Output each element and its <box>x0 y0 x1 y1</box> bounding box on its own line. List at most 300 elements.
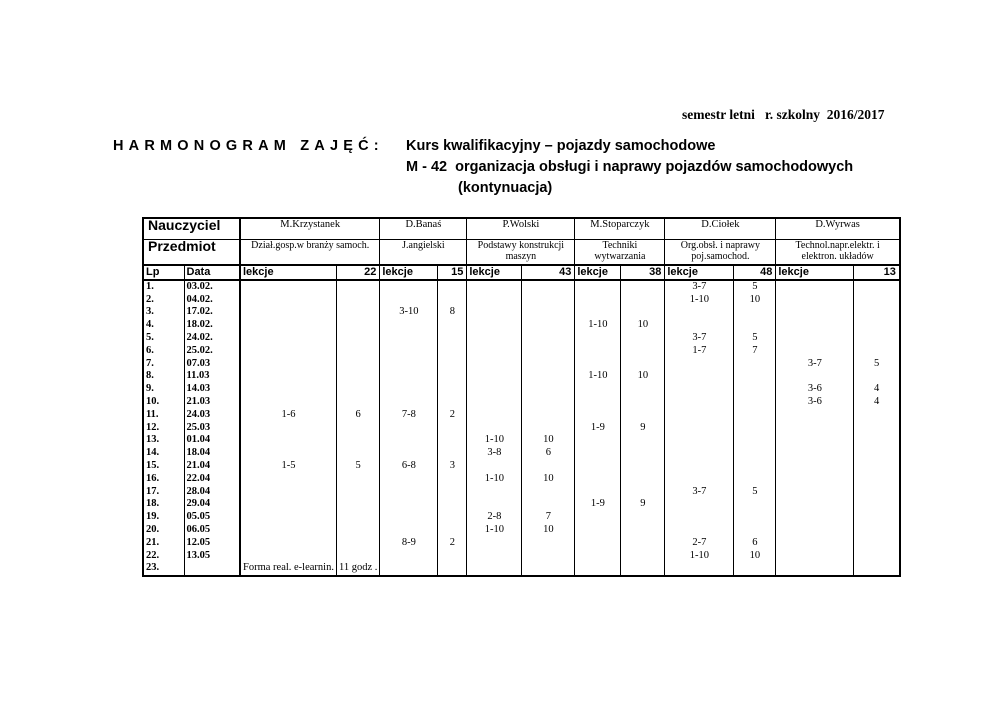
lesson-count-cell <box>621 306 665 319</box>
lesson-range-cell: 3-7 <box>776 358 854 371</box>
row-date: 25.03 <box>184 422 240 435</box>
lesson-range-cell: 3-7 <box>665 280 734 294</box>
lesson-count-cell <box>522 332 575 345</box>
lesson-count-cell <box>854 473 900 486</box>
lessons-total: 48 <box>734 265 776 280</box>
lesson-range-cell <box>380 396 438 409</box>
lesson-range-cell <box>776 306 854 319</box>
lesson-count-cell <box>734 447 776 460</box>
lesson-count-cell <box>854 319 900 332</box>
lesson-count-cell <box>734 498 776 511</box>
subject-name: Org.obsł. i naprawy poj.samochod. <box>665 240 776 266</box>
lesson-range-cell <box>380 345 438 358</box>
lp-header: Lp <box>143 265 184 280</box>
table-row <box>143 498 900 511</box>
table-row <box>143 306 900 319</box>
lesson-count-cell <box>438 473 467 486</box>
lesson-count-cell <box>522 345 575 358</box>
lessons-total: 43 <box>522 265 575 280</box>
lesson-count-cell: 6 <box>734 537 776 550</box>
row-date: 06.05 <box>184 524 240 537</box>
table-row <box>143 370 900 383</box>
lesson-range-cell <box>665 511 734 524</box>
lesson-range-cell <box>240 422 336 435</box>
lesson-count-cell <box>522 396 575 409</box>
lesson-range-cell <box>575 306 621 319</box>
lesson-count-cell <box>336 345 379 358</box>
lesson-range-cell <box>240 306 336 319</box>
row-number: 22. <box>143 550 184 563</box>
subject-name: Techniki wytwarzania <box>575 240 665 266</box>
lesson-count-cell: 5 <box>336 460 379 473</box>
lesson-range-cell: 3-7 <box>665 332 734 345</box>
lesson-count-cell <box>438 383 467 396</box>
lesson-range-cell: 1-10 <box>575 370 621 383</box>
lesson-count-cell <box>621 383 665 396</box>
lessons-total: 13 <box>854 265 900 280</box>
lesson-range-cell <box>467 294 522 307</box>
lesson-count-cell <box>854 550 900 563</box>
teacher-name: M.Stoparczyk <box>575 218 665 240</box>
lesson-range-cell <box>575 447 621 460</box>
lesson-count-cell <box>621 550 665 563</box>
lesson-count-cell <box>522 498 575 511</box>
row-date: 12.05 <box>184 537 240 550</box>
row-number: 23. <box>143 562 184 576</box>
lesson-count-cell: 4 <box>854 396 900 409</box>
lesson-count-cell <box>621 537 665 550</box>
course-title: Kurs kwalifikacyjny – pojazdy samochodowe <box>406 138 716 154</box>
lesson-count-cell: 10 <box>522 524 575 537</box>
table-row <box>143 383 900 396</box>
lesson-range-cell: 7-8 <box>380 409 438 422</box>
lesson-count-cell: 5 <box>734 332 776 345</box>
lesson-count-cell <box>854 524 900 537</box>
lesson-count-cell <box>854 332 900 345</box>
lesson-count-cell <box>438 294 467 307</box>
lesson-range-cell <box>380 280 438 294</box>
lessons-label: lekcje <box>467 265 522 280</box>
lesson-count-cell: 5 <box>734 280 776 294</box>
row-date: 21.03 <box>184 396 240 409</box>
lesson-count-cell <box>438 550 467 563</box>
lesson-count-cell <box>522 460 575 473</box>
lesson-range-cell <box>467 319 522 332</box>
lesson-range-cell: 6-8 <box>380 460 438 473</box>
lesson-count-cell <box>438 447 467 460</box>
lesson-range-cell <box>776 409 854 422</box>
table-row <box>143 345 900 358</box>
lesson-range-cell: Forma real. e-learnin. <box>240 562 336 576</box>
lesson-count-cell <box>438 524 467 537</box>
lesson-range-cell <box>776 370 854 383</box>
teacher-name: D.Ciołek <box>665 218 776 240</box>
lesson-range-cell: 2-8 <box>467 511 522 524</box>
lesson-range-cell <box>575 562 621 576</box>
lesson-range-cell <box>240 486 336 499</box>
lesson-range-cell <box>776 511 854 524</box>
lesson-range-cell <box>380 550 438 563</box>
row-number: 18. <box>143 498 184 511</box>
subject-label: Przedmiot <box>143 240 240 266</box>
lesson-range-cell <box>380 434 438 447</box>
teacher-row <box>143 218 900 240</box>
lesson-range-cell <box>665 383 734 396</box>
lesson-count-cell <box>854 422 900 435</box>
lessons-total: 22 <box>336 265 379 280</box>
lesson-range-cell: 1-10 <box>575 319 621 332</box>
lesson-range-cell <box>240 550 336 563</box>
lesson-range-cell <box>575 358 621 371</box>
lesson-count-cell <box>621 473 665 486</box>
lesson-count-cell <box>522 370 575 383</box>
lesson-count-cell <box>438 345 467 358</box>
lesson-range-cell <box>467 383 522 396</box>
lesson-range-cell <box>776 524 854 537</box>
lesson-range-cell <box>240 280 336 294</box>
lesson-range-cell <box>575 409 621 422</box>
row-date: 03.02. <box>184 280 240 294</box>
lessons-label: lekcje <box>240 265 336 280</box>
table-row <box>143 358 900 371</box>
row-date: 04.02. <box>184 294 240 307</box>
lesson-count-cell <box>734 473 776 486</box>
lesson-count-cell <box>734 370 776 383</box>
lesson-range-cell: 1-10 <box>665 550 734 563</box>
row-date: 29.04 <box>184 498 240 511</box>
row-number: 21. <box>143 537 184 550</box>
lesson-range-cell: 3-7 <box>665 486 734 499</box>
lesson-count-cell <box>336 498 379 511</box>
lesson-range-cell <box>240 383 336 396</box>
lesson-range-cell <box>380 562 438 576</box>
table-row <box>143 319 900 332</box>
lesson-count-cell <box>854 486 900 499</box>
lesson-range-cell <box>380 319 438 332</box>
lesson-count-cell <box>854 498 900 511</box>
lesson-count-cell <box>522 422 575 435</box>
lesson-range-cell <box>467 498 522 511</box>
lessons-total: 15 <box>438 265 467 280</box>
lesson-range-cell <box>776 319 854 332</box>
lesson-count-cell: 2 <box>438 409 467 422</box>
row-number: 19. <box>143 511 184 524</box>
lesson-count-cell <box>336 396 379 409</box>
table-row <box>143 332 900 345</box>
lessons-label: lekcje <box>575 265 621 280</box>
lesson-count-cell <box>621 524 665 537</box>
lessons-label: lekcje <box>776 265 854 280</box>
lesson-count-cell <box>734 358 776 371</box>
schedule-table <box>142 217 901 577</box>
lesson-range-cell <box>665 409 734 422</box>
lesson-range-cell: 2-7 <box>665 537 734 550</box>
lesson-count-cell <box>336 524 379 537</box>
lesson-count-cell <box>438 396 467 409</box>
lesson-count-cell: 10 <box>734 550 776 563</box>
lesson-count-cell <box>734 460 776 473</box>
lesson-count-cell <box>336 319 379 332</box>
subject-name: Technol.napr.elektr. i elektron. układów <box>776 240 900 266</box>
lesson-count-cell: 6 <box>522 447 575 460</box>
lessons-header-row <box>143 265 900 280</box>
lesson-range-cell <box>380 358 438 371</box>
lesson-count-cell <box>734 383 776 396</box>
lesson-range-cell <box>776 447 854 460</box>
lesson-count-cell <box>336 447 379 460</box>
row-date: 11.03 <box>184 370 240 383</box>
table-row <box>143 422 900 435</box>
lessons-label: lekcje <box>665 265 734 280</box>
lesson-count-cell <box>336 537 379 550</box>
lesson-range-cell <box>380 383 438 396</box>
row-date: 14.03 <box>184 383 240 396</box>
lesson-range-cell <box>665 422 734 435</box>
row-number: 2. <box>143 294 184 307</box>
lesson-count-cell <box>621 396 665 409</box>
table-row <box>143 511 900 524</box>
lesson-count-cell <box>522 294 575 307</box>
lesson-range-cell <box>380 473 438 486</box>
lesson-range-cell <box>575 396 621 409</box>
lesson-range-cell <box>380 332 438 345</box>
lesson-range-cell: 1-10 <box>467 473 522 486</box>
lesson-count-cell <box>336 383 379 396</box>
lesson-count-cell <box>854 370 900 383</box>
lesson-range-cell <box>776 332 854 345</box>
lesson-range-cell <box>240 294 336 307</box>
lesson-count-cell: 3 <box>438 460 467 473</box>
lesson-range-cell <box>240 473 336 486</box>
lesson-range-cell <box>776 294 854 307</box>
lesson-range-cell <box>776 460 854 473</box>
row-date: 25.02. <box>184 345 240 358</box>
row-date: 13.05 <box>184 550 240 563</box>
lesson-count-cell <box>522 486 575 499</box>
lesson-count-cell <box>336 294 379 307</box>
lesson-range-cell: 1-9 <box>575 498 621 511</box>
lesson-count-cell <box>438 498 467 511</box>
lesson-count-cell <box>621 409 665 422</box>
lesson-count-cell <box>336 370 379 383</box>
semester-label: semestr letni r. szkolny 2016/2017 <box>682 107 885 122</box>
lesson-range-cell <box>380 447 438 460</box>
row-number: 10. <box>143 396 184 409</box>
lesson-count-cell <box>336 473 379 486</box>
lesson-range-cell <box>575 345 621 358</box>
lesson-range-cell <box>467 370 522 383</box>
lessons-total: 38 <box>621 265 665 280</box>
lesson-count-cell <box>438 280 467 294</box>
lesson-count-cell <box>438 422 467 435</box>
lesson-range-cell <box>776 345 854 358</box>
lesson-range-cell <box>665 447 734 460</box>
lesson-count-cell: 10 <box>522 434 575 447</box>
lesson-range-cell <box>665 562 734 576</box>
lesson-range-cell: 3-6 <box>776 383 854 396</box>
row-date <box>184 562 240 576</box>
lesson-count-cell <box>734 511 776 524</box>
lesson-range-cell <box>240 396 336 409</box>
teacher-label: Nauczyciel <box>143 218 240 240</box>
lesson-range-cell <box>575 383 621 396</box>
lesson-range-cell <box>665 434 734 447</box>
subject-name: Dział.gosp.w branży samoch. <box>240 240 380 266</box>
row-date: 24.02. <box>184 332 240 345</box>
row-date: 01.04 <box>184 434 240 447</box>
row-number: 14. <box>143 447 184 460</box>
lesson-count-cell <box>336 486 379 499</box>
table-row <box>143 280 900 294</box>
lesson-range-cell <box>240 537 336 550</box>
lesson-count-cell <box>438 562 467 576</box>
row-date: 17.02. <box>184 306 240 319</box>
lesson-range-cell <box>665 498 734 511</box>
table-row <box>143 434 900 447</box>
lesson-count-cell <box>438 511 467 524</box>
lesson-range-cell <box>380 498 438 511</box>
lesson-count-cell <box>522 358 575 371</box>
lesson-count-cell <box>438 358 467 371</box>
lesson-count-cell <box>438 434 467 447</box>
row-number: 13. <box>143 434 184 447</box>
lesson-range-cell <box>665 370 734 383</box>
lesson-range-cell <box>380 486 438 499</box>
lesson-range-cell <box>467 409 522 422</box>
lesson-count-cell <box>734 434 776 447</box>
lesson-count-cell <box>621 511 665 524</box>
lesson-count-cell <box>522 562 575 576</box>
lesson-count-cell <box>336 358 379 371</box>
lesson-count-cell <box>336 511 379 524</box>
teacher-name: D.Banaś <box>380 218 467 240</box>
lesson-range-cell <box>467 332 522 345</box>
row-date: 24.03 <box>184 409 240 422</box>
lesson-range-cell <box>575 280 621 294</box>
lesson-count-cell: 10 <box>734 294 776 307</box>
lesson-count-cell <box>336 550 379 563</box>
lesson-range-cell <box>240 524 336 537</box>
lesson-count-cell <box>621 280 665 294</box>
row-number: 7. <box>143 358 184 371</box>
table-row <box>143 396 900 409</box>
lesson-count-cell: 7 <box>734 345 776 358</box>
lesson-count-cell <box>621 345 665 358</box>
row-date: 21.04 <box>184 460 240 473</box>
lesson-count-cell <box>621 294 665 307</box>
lesson-count-cell: 8 <box>438 306 467 319</box>
lesson-range-cell <box>776 537 854 550</box>
lesson-count-cell <box>734 319 776 332</box>
lesson-count-cell <box>336 306 379 319</box>
row-number: 20. <box>143 524 184 537</box>
row-number: 17. <box>143 486 184 499</box>
lesson-count-cell <box>854 460 900 473</box>
lesson-count-cell <box>854 562 900 576</box>
lesson-count-cell <box>522 550 575 563</box>
table-row <box>143 524 900 537</box>
lesson-range-cell: 3-8 <box>467 447 522 460</box>
table-row <box>143 460 900 473</box>
lesson-count-cell <box>854 409 900 422</box>
lesson-range-cell: 1-5 <box>240 460 336 473</box>
schedule-title: HARMONOGRAM ZAJĘĆ: <box>113 138 384 154</box>
row-date: 18.04 <box>184 447 240 460</box>
lesson-count-cell <box>854 434 900 447</box>
lesson-count-cell <box>336 422 379 435</box>
lesson-range-cell <box>575 332 621 345</box>
table-row <box>143 550 900 563</box>
lesson-count-cell <box>438 332 467 345</box>
table-row <box>143 537 900 550</box>
lesson-count-cell <box>854 537 900 550</box>
lesson-range-cell: 1-6 <box>240 409 336 422</box>
lesson-count-cell <box>336 434 379 447</box>
lesson-range-cell <box>467 358 522 371</box>
row-number: 16. <box>143 473 184 486</box>
lesson-range-cell <box>665 460 734 473</box>
lesson-range-cell <box>467 306 522 319</box>
lesson-count-cell <box>522 383 575 396</box>
lesson-range-cell <box>575 511 621 524</box>
table-row <box>143 562 900 576</box>
lesson-range-cell <box>665 319 734 332</box>
lesson-range-cell <box>240 370 336 383</box>
subject-row <box>143 240 900 266</box>
row-number: 15. <box>143 460 184 473</box>
lesson-range-cell <box>467 422 522 435</box>
lesson-range-cell: 3-6 <box>776 396 854 409</box>
lesson-count-cell: 9 <box>621 422 665 435</box>
lesson-count-cell <box>336 280 379 294</box>
lesson-range-cell: 1-10 <box>467 434 522 447</box>
lesson-range-cell <box>467 537 522 550</box>
lesson-count-cell <box>734 422 776 435</box>
row-number: 12. <box>143 422 184 435</box>
lesson-range-cell <box>776 280 854 294</box>
lesson-count-cell: 5 <box>854 358 900 371</box>
lesson-range-cell <box>575 550 621 563</box>
lesson-range-cell <box>240 332 336 345</box>
lesson-range-cell <box>575 486 621 499</box>
lesson-count-cell <box>854 447 900 460</box>
table-row <box>143 473 900 486</box>
row-date: 05.05 <box>184 511 240 524</box>
lesson-count-cell <box>522 537 575 550</box>
lesson-range-cell <box>776 434 854 447</box>
lesson-range-cell <box>467 396 522 409</box>
lesson-count-cell <box>621 358 665 371</box>
lesson-count-cell <box>621 486 665 499</box>
lesson-range-cell <box>467 460 522 473</box>
lesson-count-cell <box>438 486 467 499</box>
teacher-name: M.Krzystanek <box>240 218 380 240</box>
lesson-range-cell <box>776 486 854 499</box>
lesson-count-cell: 10 <box>522 473 575 486</box>
lesson-range-cell <box>240 345 336 358</box>
lesson-range-cell <box>776 562 854 576</box>
lesson-count-cell: 6 <box>336 409 379 422</box>
lesson-count-cell: 2 <box>438 537 467 550</box>
row-date: 18.02. <box>184 319 240 332</box>
lesson-count-cell <box>854 345 900 358</box>
row-number: 8. <box>143 370 184 383</box>
lesson-range-cell <box>575 537 621 550</box>
lesson-range-cell <box>240 511 336 524</box>
row-number: 9. <box>143 383 184 396</box>
lesson-range-cell <box>240 358 336 371</box>
lesson-range-cell: 1-7 <box>665 345 734 358</box>
